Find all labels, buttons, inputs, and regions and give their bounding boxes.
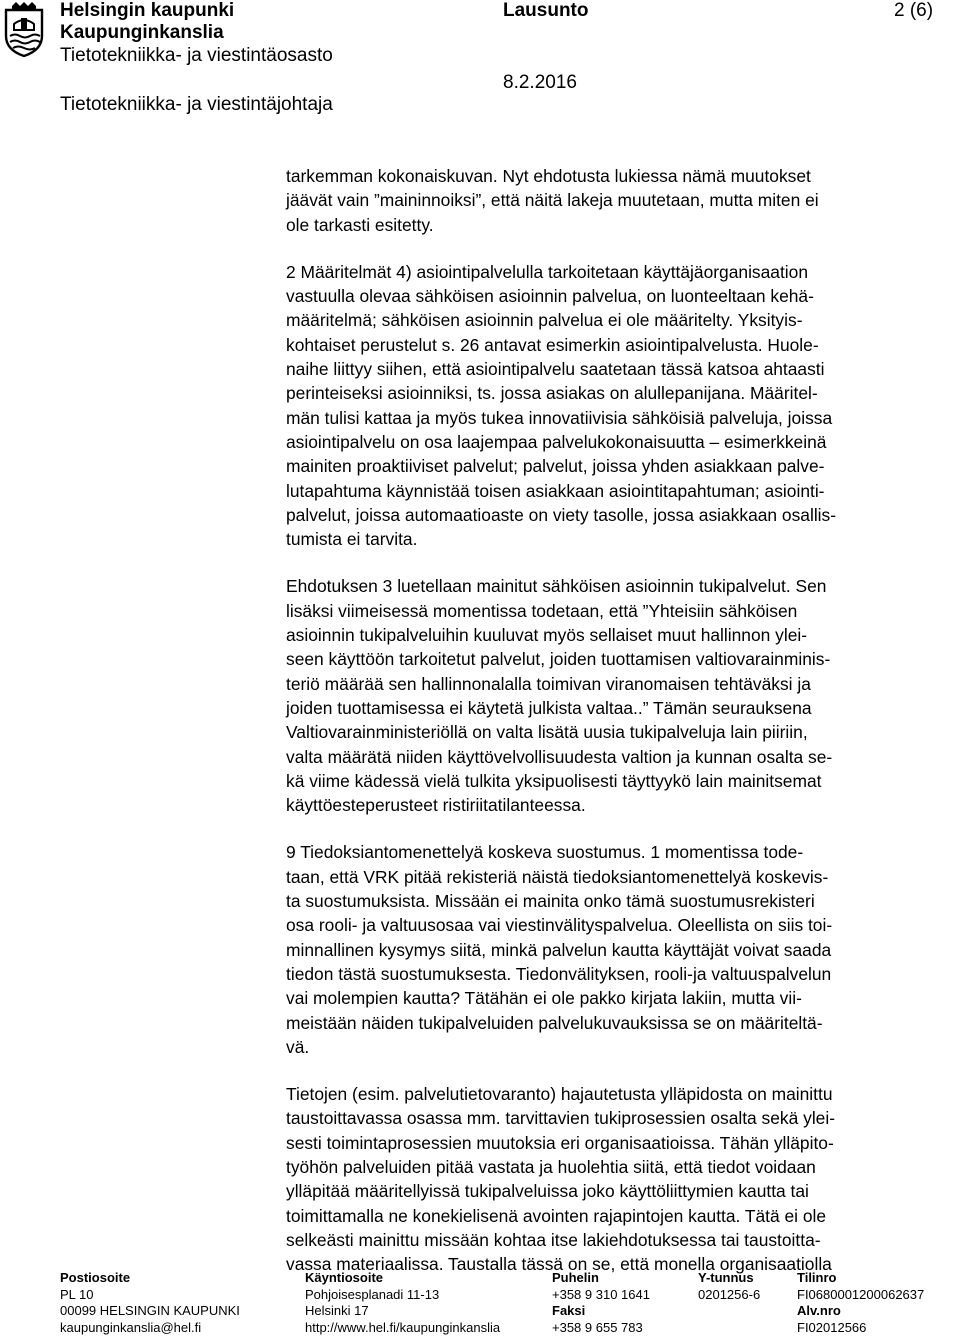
footer-postal-address <box>60 1270 240 1336</box>
footer-label: Postiosoite <box>60 1270 131 1285</box>
text-line: naihe liittyy siihen, että asiointipalvelu saatetaan tässä katsoa ahtaasti <box>286 359 825 380</box>
text-line: toimittamalla ne konekielisenä avointen rajapintojen kautta. Tätä ei ole <box>286 1205 827 1226</box>
text-line: mainiten proaktiiviset palvelut; palvelut, joissa yhden asiakkaan palve- <box>286 456 825 477</box>
text-line: sesti toimintaprosessien muutoksia eri organisaatioissa. Tähän ylläpito- <box>286 1132 834 1153</box>
footer-phone <box>552 1270 650 1336</box>
footer-label: Y-tunnus <box>698 1270 754 1285</box>
text-line: vassa materiaalissa. Taustalla tässä on se, että monella organisaatiolla <box>286 1254 832 1275</box>
paragraph <box>286 164 946 237</box>
text-line: valta määrätä niiden käyttövelvollisuudesta valtion ja kunnan osalta se- <box>286 746 833 767</box>
footer-value: Pohjoisesplanadi 11-13 <box>305 1286 440 1302</box>
footer-label: Alv.nro <box>797 1303 841 1318</box>
document-author: Tietotekniikka- ja viestintäjohtaja <box>60 94 333 115</box>
text-line: ylläpitää määritellyissä tukipalveluissa joko käyttöliittymien kautta tai <box>286 1181 809 1202</box>
footer-value: Helsinki 17 <box>305 1303 369 1318</box>
text-line: seen käyttöön tarkoitetut palvelut, joiden tuottamisen valtiovarainminis- <box>286 649 831 670</box>
text-line: perinteiseksi asioinniksi, ts. jossa asiakas on alullepanijana. Määritel- <box>286 383 818 404</box>
text-line: Valtiovarainministeriöllä on valta lisätä uusia tukipalveluja lain piiriin, <box>286 722 808 743</box>
footer-label: Tilinro <box>797 1270 837 1285</box>
text-line: Ehdotuksen 3 luetellaan mainitut sähköisen asioinnin tukipalvelut. Sen <box>286 576 827 597</box>
text-line: vai molempien kautta? Tätähän ei ole pakko kirjata lakiin, mutta vii- <box>286 988 802 1009</box>
document-type: Lausunto <box>503 0 589 21</box>
text-line: joiden tuottamisessa ei käytetä julkista valtaa..” Tämän seurauksena <box>286 697 812 718</box>
text-line: lisäksi viimeisessä momentissa todetaan, että ”Yhteisiin sähköisen <box>286 600 798 621</box>
text-line: vä. <box>286 1036 310 1057</box>
text-line: teriö määrää sen hallinnonalalla toimivan viranomaisen tehtäväksi ja <box>286 673 811 694</box>
document-date: 8.2.2016 <box>503 72 577 93</box>
footer-visiting-address <box>305 1270 500 1336</box>
org-name: Helsingin kaupunki <box>60 0 235 21</box>
text-line: Tietojen (esim. palvelutietovaranto) hajautetusta ylläpidosta on mainittu <box>286 1084 833 1105</box>
paragraph <box>286 840 946 1059</box>
text-line: kä viime kädessä vielä tulkita yksipuolisesti täyttyykö lain mainitsemat <box>286 770 822 791</box>
footer-account <box>797 1270 924 1336</box>
footer-value: +358 9 655 783 <box>552 1319 643 1335</box>
document-header <box>0 0 960 120</box>
footer-business-id <box>698 1270 760 1303</box>
text-line: 2 Määritelmät 4) asiointipalvelulla tarkoitetaan käyttäjäorganisaation <box>286 261 809 282</box>
org-department: Tietotekniikka- ja viestintäosasto <box>60 45 333 66</box>
text-line: kohtaiset perustelut s. 26 antavat esimerkin asiointipalvelusta. Huole- <box>286 334 819 355</box>
helsinki-crest-logo <box>2 2 46 58</box>
text-line: tarkemman kokonaiskuvan. Nyt ehdotusta lukiessa nämä muutokset <box>286 166 811 186</box>
footer-value: 00099 HELSINGIN KAUPUNKI <box>60 1303 240 1318</box>
footer-value: +358 9 310 1641 <box>552 1286 650 1302</box>
text-line: asiointipalvelu on osa laajempaa palvelukokonaisuutta – esimerkkeinä <box>286 431 827 452</box>
footer-website: http://www.hel.fi/kaupunginkanslia <box>305 1319 501 1335</box>
text-line: ole tarkasti esitetty. <box>286 214 434 235</box>
footer-email: kaupunginkanslia@hel.fi <box>60 1319 202 1335</box>
text-line: ta suostumuksista. Missään ei mainita onko tämä suostumusrekisteri <box>286 891 815 912</box>
text-line: minnallinen kysymys siitä, minkä palvelun kautta käyttäjät voivat saada <box>286 939 832 960</box>
text-line: asioinnin tukipalveluihin kuuluvat myös sellaiset muut hallinnon ylei- <box>286 625 808 646</box>
text-line: taustoittavassa osassa mm. tarvittavien tukiprosessien osalta sekä ylei- <box>286 1108 836 1129</box>
footer-label: Faksi <box>552 1303 586 1318</box>
footer-value: 0201256-6 <box>698 1286 761 1302</box>
footer-value: FI02012566 <box>797 1319 867 1335</box>
org-unit: Kaupunginkanslia <box>60 22 224 43</box>
document-body <box>286 164 946 1299</box>
document-footer <box>0 1270 960 1337</box>
footer-value: FI0680001200062637 <box>797 1286 925 1302</box>
text-line: työhön palveluiden pitää vastata ja huolehtia siitä, että tiedot voidaan <box>286 1156 816 1177</box>
page-number: 2 (6) <box>894 0 934 21</box>
paragraph <box>286 574 946 817</box>
text-line: lutapahtuma käynnistää toisen asiakkaan asiointitapahtuman; asiointi- <box>286 480 825 501</box>
text-line: jäävät vain ”maininnoiksi”, että näitä lakeja muutetaan, mutta miten ei <box>286 190 819 211</box>
text-line: palvelut, joissa automaatioaste on viety tasolle, jossa asiakkaan osallis- <box>286 504 837 525</box>
footer-value: PL 10 <box>60 1286 94 1302</box>
text-line: osa rooli- ja valtuusosaa vai viestinvälityspalvelua. Oleellista on siis toi- <box>286 915 833 936</box>
text-line: taan, että VRK pitää rekisteriä näistä tiedoksiantomenettelyä koskevis- <box>286 866 829 887</box>
text-line: 9 Tiedoksiantomenettelyä koskeva suostumus. 1 momentissa tode- <box>286 842 804 863</box>
footer-label: Puhelin <box>552 1270 599 1285</box>
text-line: käyttöesteperusteet ristiriitatilanteessa. <box>286 795 586 816</box>
text-line: tiedon tästä suostumuksesta. Tiedonvälityksen, rooli-ja valtuuspalvelun <box>286 963 832 984</box>
text-line: selkeästi mainittu missään kohtaa itse lakiehdotuksessa tai taustoitta- <box>286 1229 821 1250</box>
paragraph <box>286 1082 946 1276</box>
text-line: määritelmä; sähköisen asioinnin palvelua ei ole määritelty. Yksityis- <box>286 310 803 331</box>
footer-label: Käyntiosoite <box>305 1270 384 1285</box>
text-line: män tulisi kattaa ja myös tukea innovatiivisia sähköisiä palveluja, joissa <box>286 407 833 428</box>
text-line: meistään näiden tukipalveluiden palvelukuvauksissa se on määriteltä- <box>286 1012 823 1033</box>
text-line: vastuulla olevaa sähköisen asioinnin palvelua, on luonteeltaan kehä- <box>286 286 814 307</box>
text-line: tumista ei tarvita. <box>286 529 418 550</box>
paragraph <box>286 260 946 552</box>
